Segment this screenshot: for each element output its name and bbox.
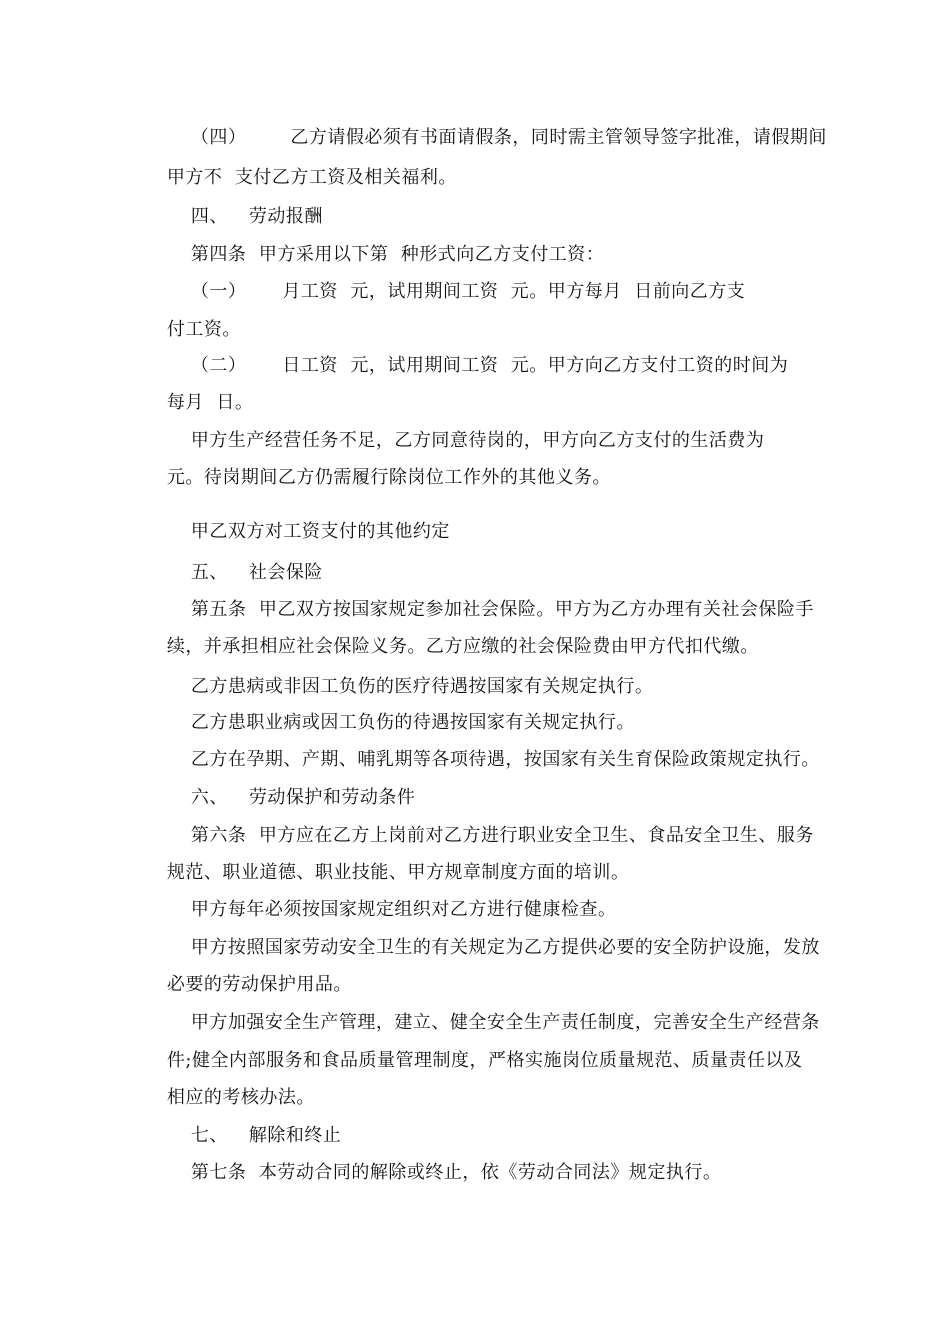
section-title: 劳动保护和劳动条件	[248, 787, 416, 808]
paragraph-text: 甲方按照国家劳动安全卫生的有关规定为乙方提供必要的安全防护设施，发放	[190, 937, 820, 958]
paragraph-text: 第七条 本劳动合同的解除或终止，依《劳动合同法》规定执行。	[190, 1162, 722, 1183]
paragraph-text: 乙方请假必须有书面请假条，同时需主管领导签字批准，请假期间	[290, 127, 827, 148]
paragraph-text: 日工资 元，试用期间工资 元。甲方向乙方支付工资的时间为	[282, 355, 789, 376]
paragraph-text: 规范、职业道德、职业技能、甲方规章制度方面的培训。	[166, 862, 630, 883]
paragraph-text: 甲方不 支付乙方工资及相关福利。	[166, 167, 457, 188]
paragraph-text: 甲方生产经营任务不足，乙方同意待岗的，甲方向乙方支付的生活费为	[190, 430, 765, 451]
paragraph-text: 付工资。	[166, 319, 241, 340]
paragraph-text: 第六条 甲方应在乙方上岗前对乙方进行职业安全卫生、食品安全卫生、服务	[190, 825, 814, 846]
item-number: （二）	[190, 355, 247, 376]
paragraph-text: 月工资 元，试用期间工资 元。甲方每月 日前向乙方支	[282, 281, 746, 302]
section-number: 五、	[190, 562, 228, 583]
article-seven	[166, 1137, 721, 1209]
paragraph-text: 乙方在孕期、产期、哺乳期等各项待遇，按国家有关生育保险政策规定执行。	[190, 749, 820, 770]
item-number: （一）	[190, 281, 247, 302]
paragraph-text: 甲方每年必须按国家规定组织对乙方进行健康检查。	[190, 899, 617, 920]
paragraph-text: 元。待岗期间乙方仍需履行除岗位工作外的其他义务。	[166, 467, 611, 488]
section-number: 四、	[190, 206, 228, 227]
paragraph-text: 相应的考核办法。	[166, 1087, 315, 1108]
paragraph-text: 第四条 甲方采用以下第 种形式向乙方支付工资：	[190, 244, 605, 265]
paragraph-text: 件;健全内部服务和食品质量管理制度，严格实施岗位质量规范、质量责任以及	[166, 1050, 803, 1071]
section-title: 社会保险	[248, 562, 323, 583]
paragraph-text: 第五条 甲乙双方按国家规定参加社会保险。甲方为乙方办理有关社会保险手	[190, 599, 814, 620]
section-number: 六、	[190, 787, 228, 808]
paragraph-text: 续，并承担相应社会保险义务。乙方应缴的社会保险费由甲方代扣代缴。	[166, 636, 759, 657]
paragraph-text: 甲方加强安全生产管理，建立、健全安全生产责任制度，完善安全生产经营条	[190, 1012, 820, 1033]
section-number: 七、	[190, 1125, 228, 1146]
paragraph-text: 乙方患职业病或因工负伤的待遇按国家有关规定执行。	[190, 712, 635, 733]
section-title: 解除和终止	[248, 1125, 342, 1146]
paragraph-text: 乙方患病或非因工负伤的医疗待遇按国家有关规定执行。	[190, 676, 654, 697]
paragraph-text: 必要的劳动保护用品。	[166, 974, 352, 995]
item-number: （四）	[190, 127, 247, 148]
paragraph-text: 每月 日。	[166, 392, 254, 413]
section-title: 劳动报酬	[248, 206, 323, 227]
monthly-wage-line-1	[166, 256, 745, 328]
daily-wage-line-1	[166, 330, 788, 402]
paragraph-text: 甲乙双方对工资支付的其他约定	[190, 521, 450, 542]
